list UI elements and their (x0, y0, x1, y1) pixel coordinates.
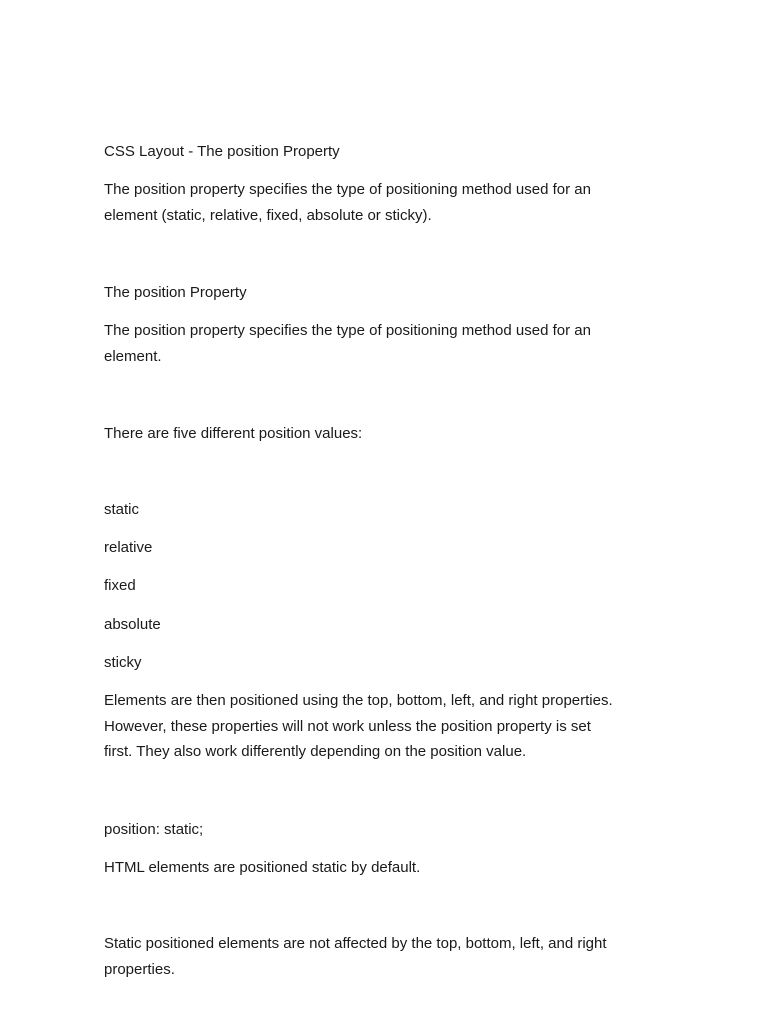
section-text-line-1: The position property specifies the type of positioning method used for an (104, 322, 591, 339)
static-heading: position: static; (104, 821, 204, 838)
explanation-line-2: However, these properties will not work unless the position property is set (104, 718, 591, 735)
values-intro: There are five different position values: (104, 425, 363, 442)
value-static: static (104, 501, 140, 518)
section-text-line-2: element. (104, 348, 162, 365)
explanation-line-3: first. They also work differently depending on the position value. (104, 743, 527, 760)
section-heading: The position Property (104, 284, 247, 301)
static-default-text: HTML elements are positioned static by default. (104, 859, 421, 876)
value-absolute: absolute (104, 616, 161, 633)
value-fixed: fixed (104, 577, 136, 594)
document-title: CSS Layout - The position Property (104, 143, 340, 160)
intro-line-1: The position property specifies the type of positioning method used for an (104, 181, 591, 198)
explanation-line-1: Elements are then positioned using the top, bottom, left, and right properties. (104, 692, 613, 709)
intro-line-2: element (static, relative, fixed, absolute or sticky). (104, 207, 432, 224)
static-note-line-1: Static positioned elements are not affected by the top, bottom, left, and right (104, 935, 607, 952)
static-note-line-2: properties. (104, 961, 175, 978)
value-relative: relative (104, 539, 153, 556)
value-sticky: sticky (104, 654, 142, 671)
